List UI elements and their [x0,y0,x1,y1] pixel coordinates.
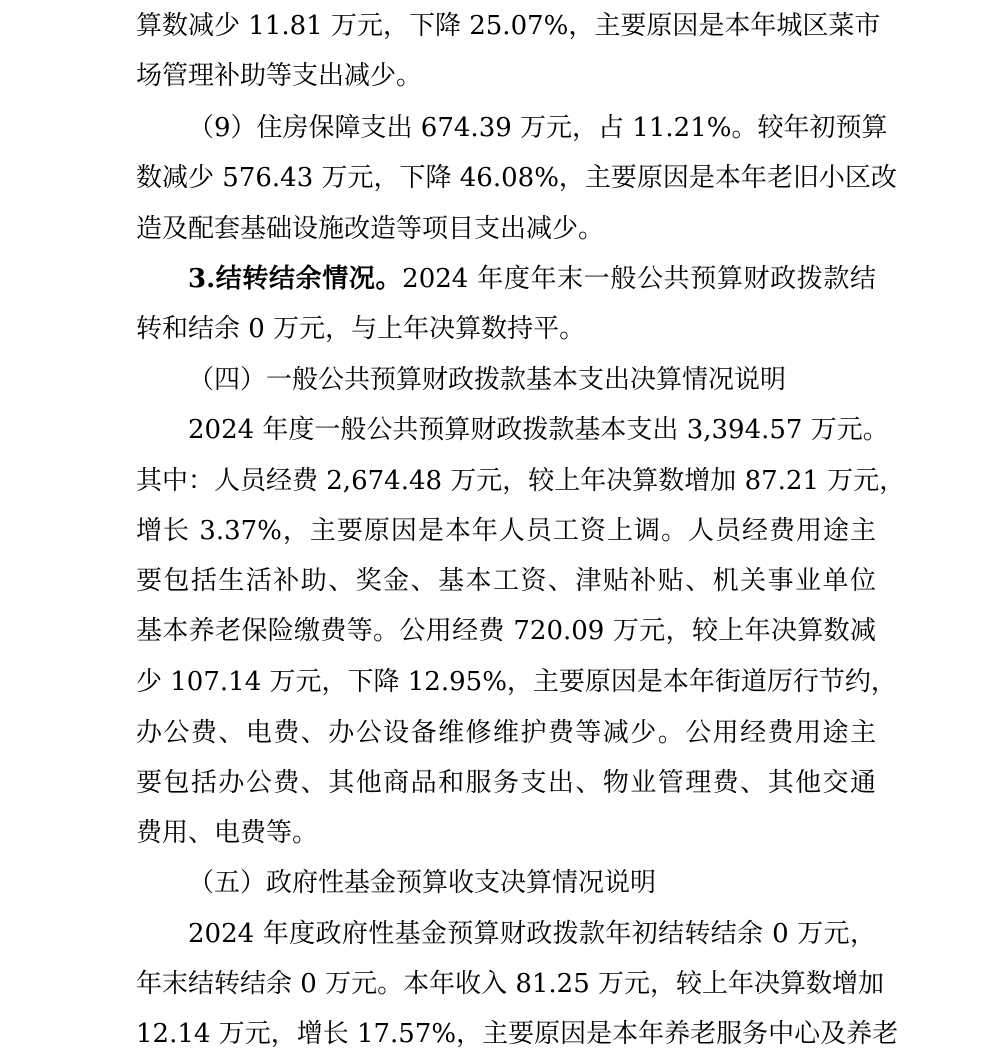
paragraph-line: 2024 年度一般公共预算财政拨款基本支出 3,394.57 万元。 [188,415,889,445]
section-heading: （四）一般公共预算财政拨款基本支出决算情况说明 [188,365,787,395]
paragraph-line: 费用、电费等。 [136,818,319,848]
paragraph-line: 算数减少 11.81 万元，下降 25.07%，主要原因是本年城区菜市 [136,11,881,41]
paragraph-line: （9）住房保障支出 674.39 万元，占 11.21%。较年初预算 [188,113,888,143]
heading-continuation: 2024 年度年末一般公共预算财政拨款结 [402,264,876,294]
paragraph-line: 2024 年度政府性基金预算财政拨款年初结转结余 0 万元， [188,919,876,949]
section-heading-line [188,259,876,299]
paragraph-line: 转和结余 0 万元，与上年决算数持平。 [136,314,586,344]
section-heading: （五）政府性基金预算收支决算情况说明 [188,868,657,898]
paragraph-line: 办公费、电费、办公设备维修维护费等减少。公用经费用途主 [136,718,876,748]
paragraph-line: 年末结转结余 0 万元。本年收入 81.25 万元，较上年决算数增加 [136,969,885,999]
paragraph-line: 其中：人员经费 2,674.48 万元，较上年决算数增加 87.21 万元， [136,466,906,496]
paragraph-line: 少 107.14 万元，下降 12.95%，主要原因是本年街道厉行节约， [136,667,897,697]
paragraph-line: 造及配套基础设施改造等项目支出减少。 [136,214,605,244]
paragraph-line: 要包括生活补助、奖金、基本工资、津贴补贴、机关事业单位 [136,566,876,596]
paragraph-line: 12.14 万元，增长 17.57%，主要原因是本年养老服务中心及养老 [136,1019,899,1049]
paragraph-line: 增长 3.37%，主要原因是本年人员工资上调。人员经费用途主 [136,516,876,546]
paragraph-line: 场管理补助等支出减少。 [136,61,423,91]
bold-heading: 3.结转结余情况。 [188,264,403,294]
paragraph-line: 数减少 576.43 万元，下降 46.08%，主要原因是本年老旧小区改 [136,163,897,193]
paragraph-line: 要包括办公费、其他商品和服务支出、物业管理费、其他交通 [136,768,876,798]
paragraph-line: 基本养老保险缴费等。公用经费 720.09 万元，较上年决算数减 [136,616,876,646]
